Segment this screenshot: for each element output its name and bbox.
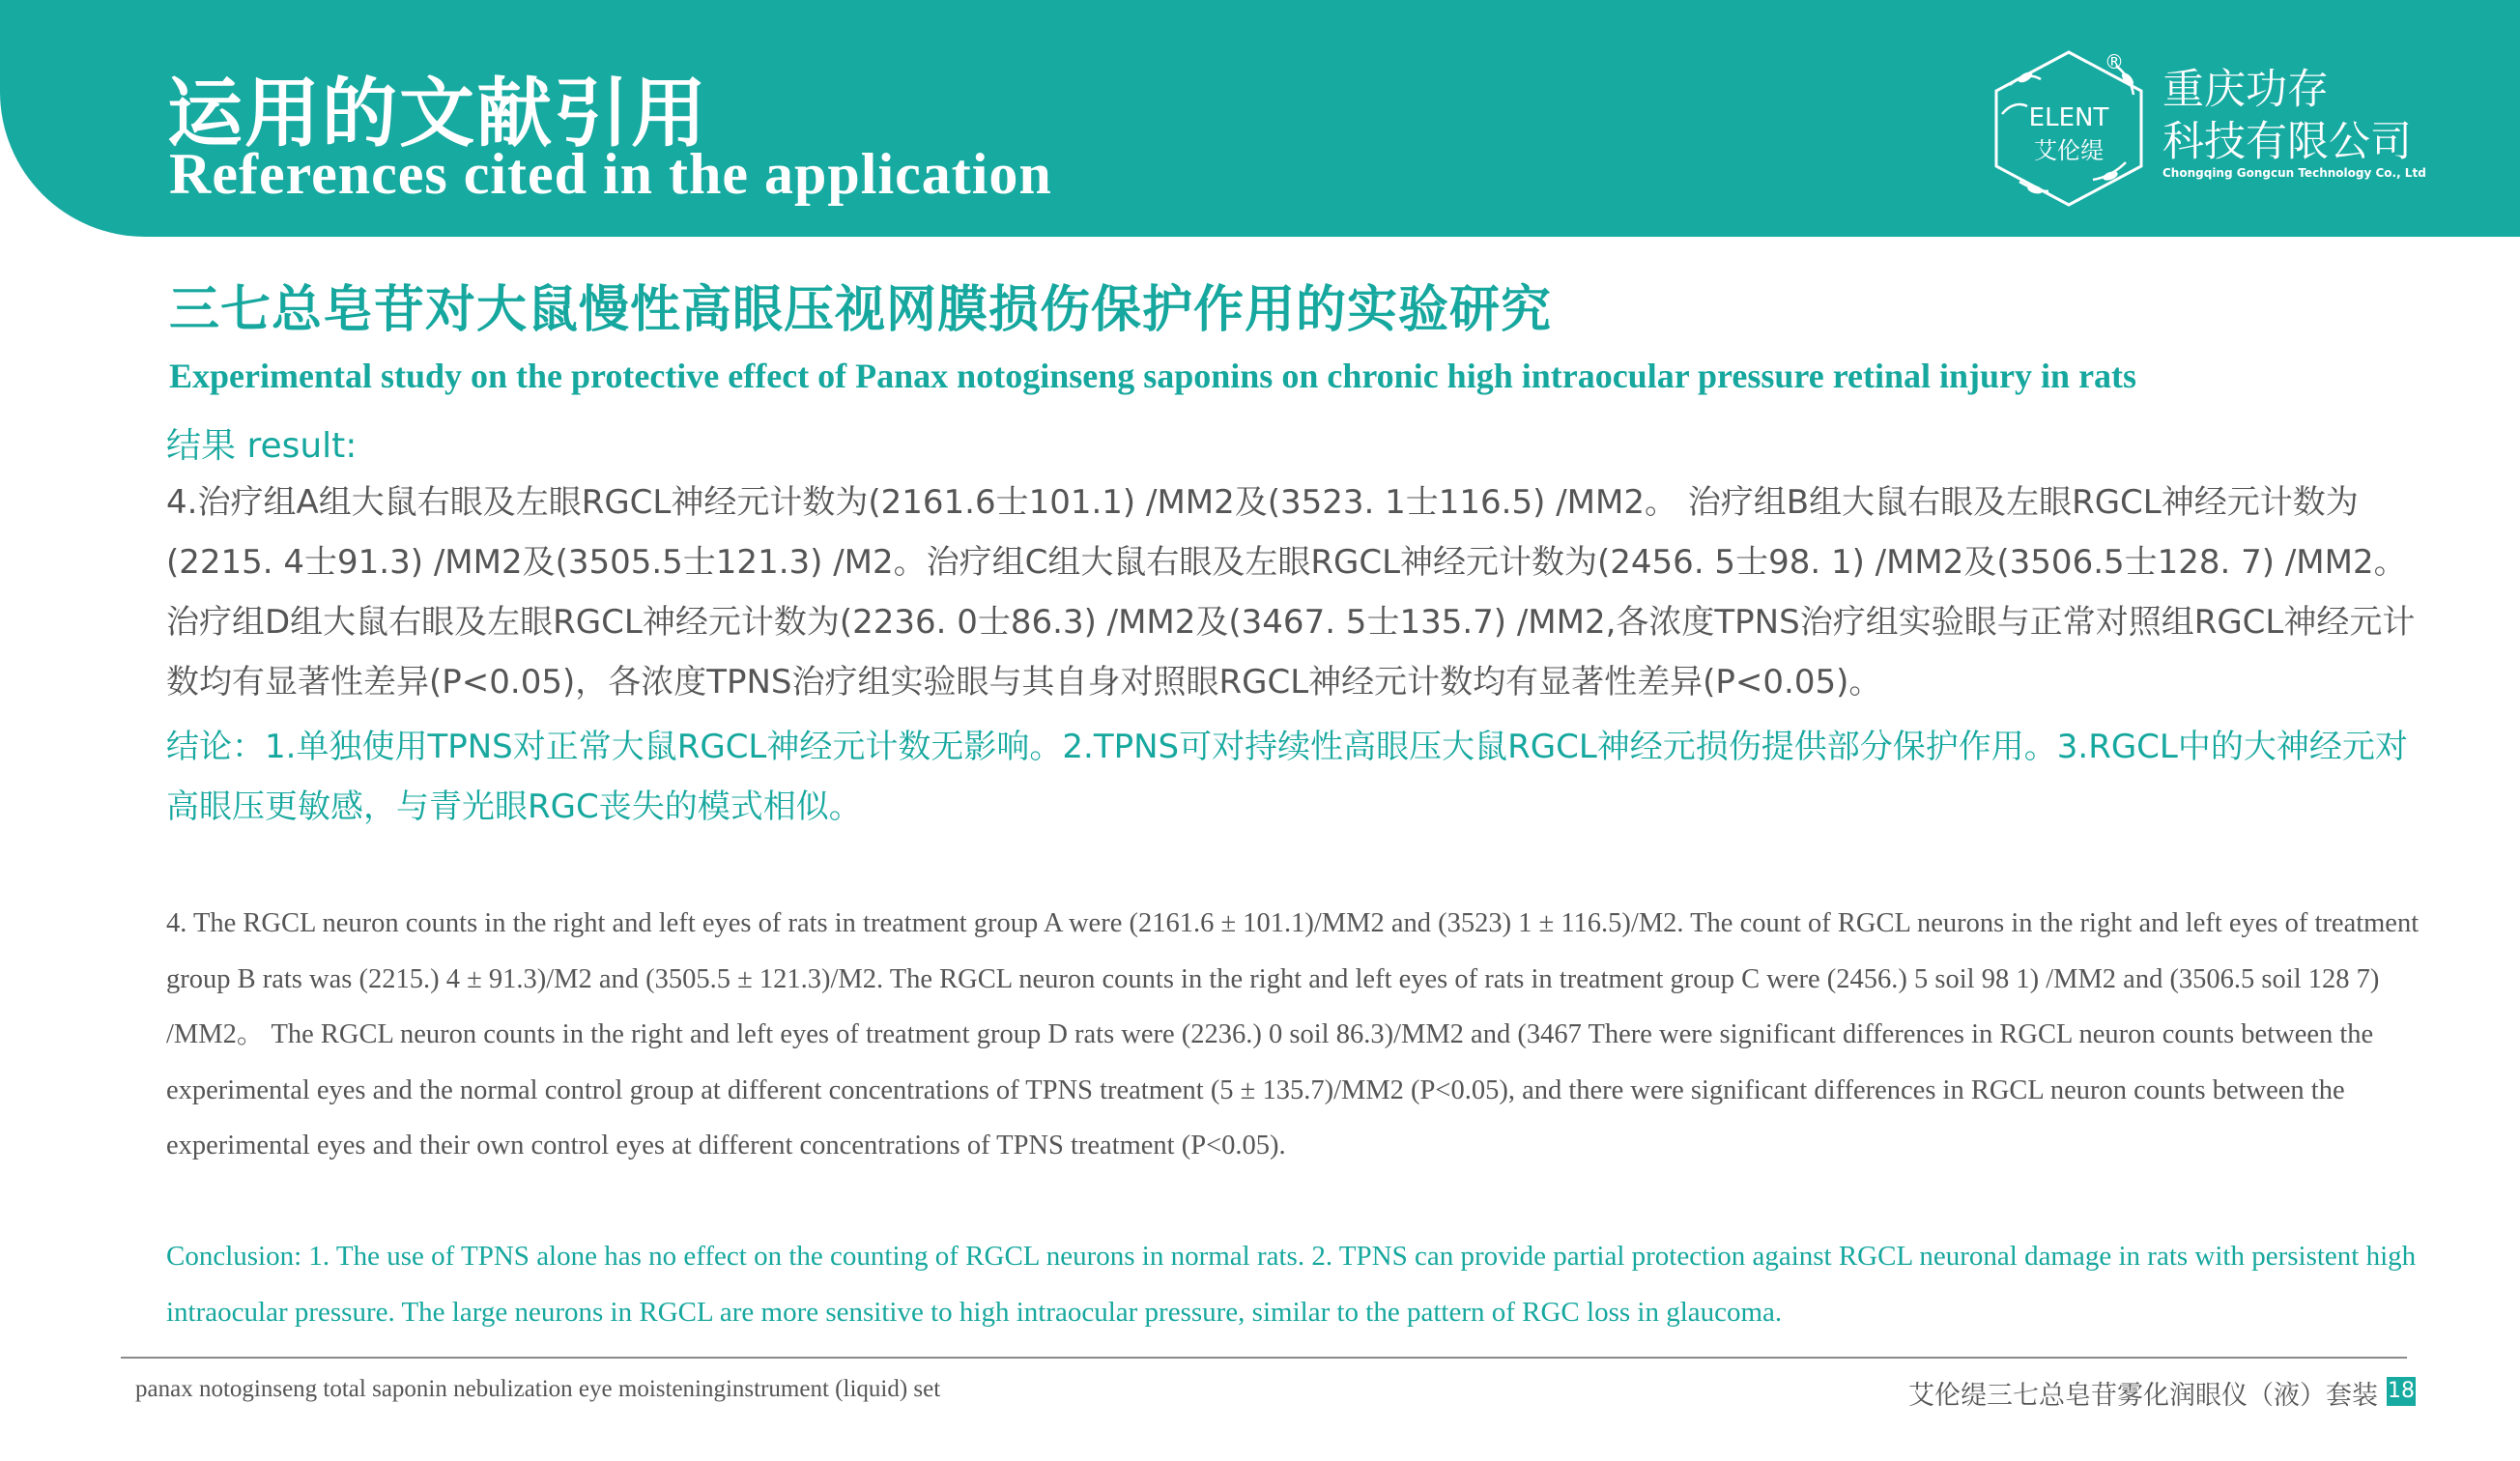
company-name-cn-line1: 重庆功存 [2162,66,2329,114]
logo-mark-text: ELENT [2028,103,2109,132]
article-title-en: Experimental study on the protective effect of Panax notoginseng saponins on chronic high intraocular pressure retinal injury in rats [169,357,2137,395]
page-number-badge: 18 [2387,1377,2416,1406]
registered-mark: ® [2105,50,2124,73]
company-name-cn [2162,64,2452,168]
footer-product-en: panax notoginseng total saponin nebulization eye moisteninginstrument (liquid) set [135,1376,941,1402]
page-title-cn: 运用的文献引用 [167,71,709,158]
page-title-en: References cited in the application [169,142,1052,206]
article-title-cn: 三七总皂苷对大鼠慢性高眼压视网膜损伤保护作用的实验研究 [169,281,1553,339]
footer-divider [121,1357,2407,1359]
elent-logo-icon [1981,46,2157,211]
result-text-en: 4. The RGCL neuron counts in the right and left eyes of rats in treatment group A were (2161.6 ± 101.1)/MM2 and (3523) 1 ± 116.5)/M2. The count of RGCL neurons in the right and left eyes of treatment group B rats was (2215.) 4 ± 91.3)/M2 and (3505.5 ± 121.3)/M2. The RGCL neuron counts in the right and left eyes of rats in treatment group C were (2456.) 5 soil 98 1) /MM2 and (3506.5 soil 128 7) /MM2。 The RGCL neuron counts in the right and left eyes of treatment group D rats were (2236.) 0 soil 86.3)/MM2 and (3467 There were significant differences in RGCL neuron counts between the experimental eyes and the normal control group at different concentrations of TPNS treatment (5 ± 135.7)/MM2 (P<0.05), and there were significant differences in RGCL neuron counts between the experimental eyes and their own control eyes at different concentrations of TPNS treatment (P<0.05). [166,908,2420,1160]
footer-product-cn: 艾伦缇三七总皂苷雾化润眼仪（液）套装 [1908,1381,2378,1411]
conclusion-text-cn: 结论：1.单独使用TPNS对正常大鼠RGCL神经元计数无影响。2.TPNS可对持续性高眼压大鼠RGCL神经元损伤提供部分保护作用。3.RGCL中的大神经元对高眼压更敏感，与青光眼RGC丧失的模式相似。 [166,728,2408,826]
result-text-cn: 4.治疗组A组大鼠右眼及左眼RGCL神经元计数为(2161.6士101.1) /MM2及(3523. 1士116.5) /MM2。 治疗组B组大鼠右眼及左眼RGCL神经元计数为(2215. 4士91.3) /MM2及(3505.5士121.3) /M2。治疗组C组大鼠右眼及左眼RGCL神经元计数为(2456. 5士98. 1) /MM2及(3506.5士128. 7) /MM2。治疗组D组大鼠右眼及左眼RGCL神经元计数为(2236. 0士86.3) /MM2及(3467. 5士135.7) /MM2,各浓度TPNS治疗组实验眼与正常对照组RGCL神经元计数均有显著性差异(P<0.05)，各浓度TPNS治疗组实验眼与其自身对照眼RGCL神经元计数均有显著性差异(P<0.05)。 [166,483,2416,702]
company-name-en: Chongqing Gongcun Technology Co., Ltd [2162,166,2426,180]
header-banner [0,0,2520,237]
company-name-cn-line2: 科技有限公司 [2162,118,2412,166]
conclusion-text-en: Conclusion: 1. The use of TPNS alone has no effect on the counting of RGCL neurons in normal rats. 2. TPNS can provide partial protection against RGCL neuronal damage in rats with persistent high intraocular pressure. The large neurons in RGCL are more sensitive to high intraocular pressure, similar to the pattern of RGC loss in glaucoma. [166,1241,2417,1328]
result-label: 结果 result: [166,426,358,466]
logo-mark-subtext: 艾伦缇 [2034,137,2104,164]
